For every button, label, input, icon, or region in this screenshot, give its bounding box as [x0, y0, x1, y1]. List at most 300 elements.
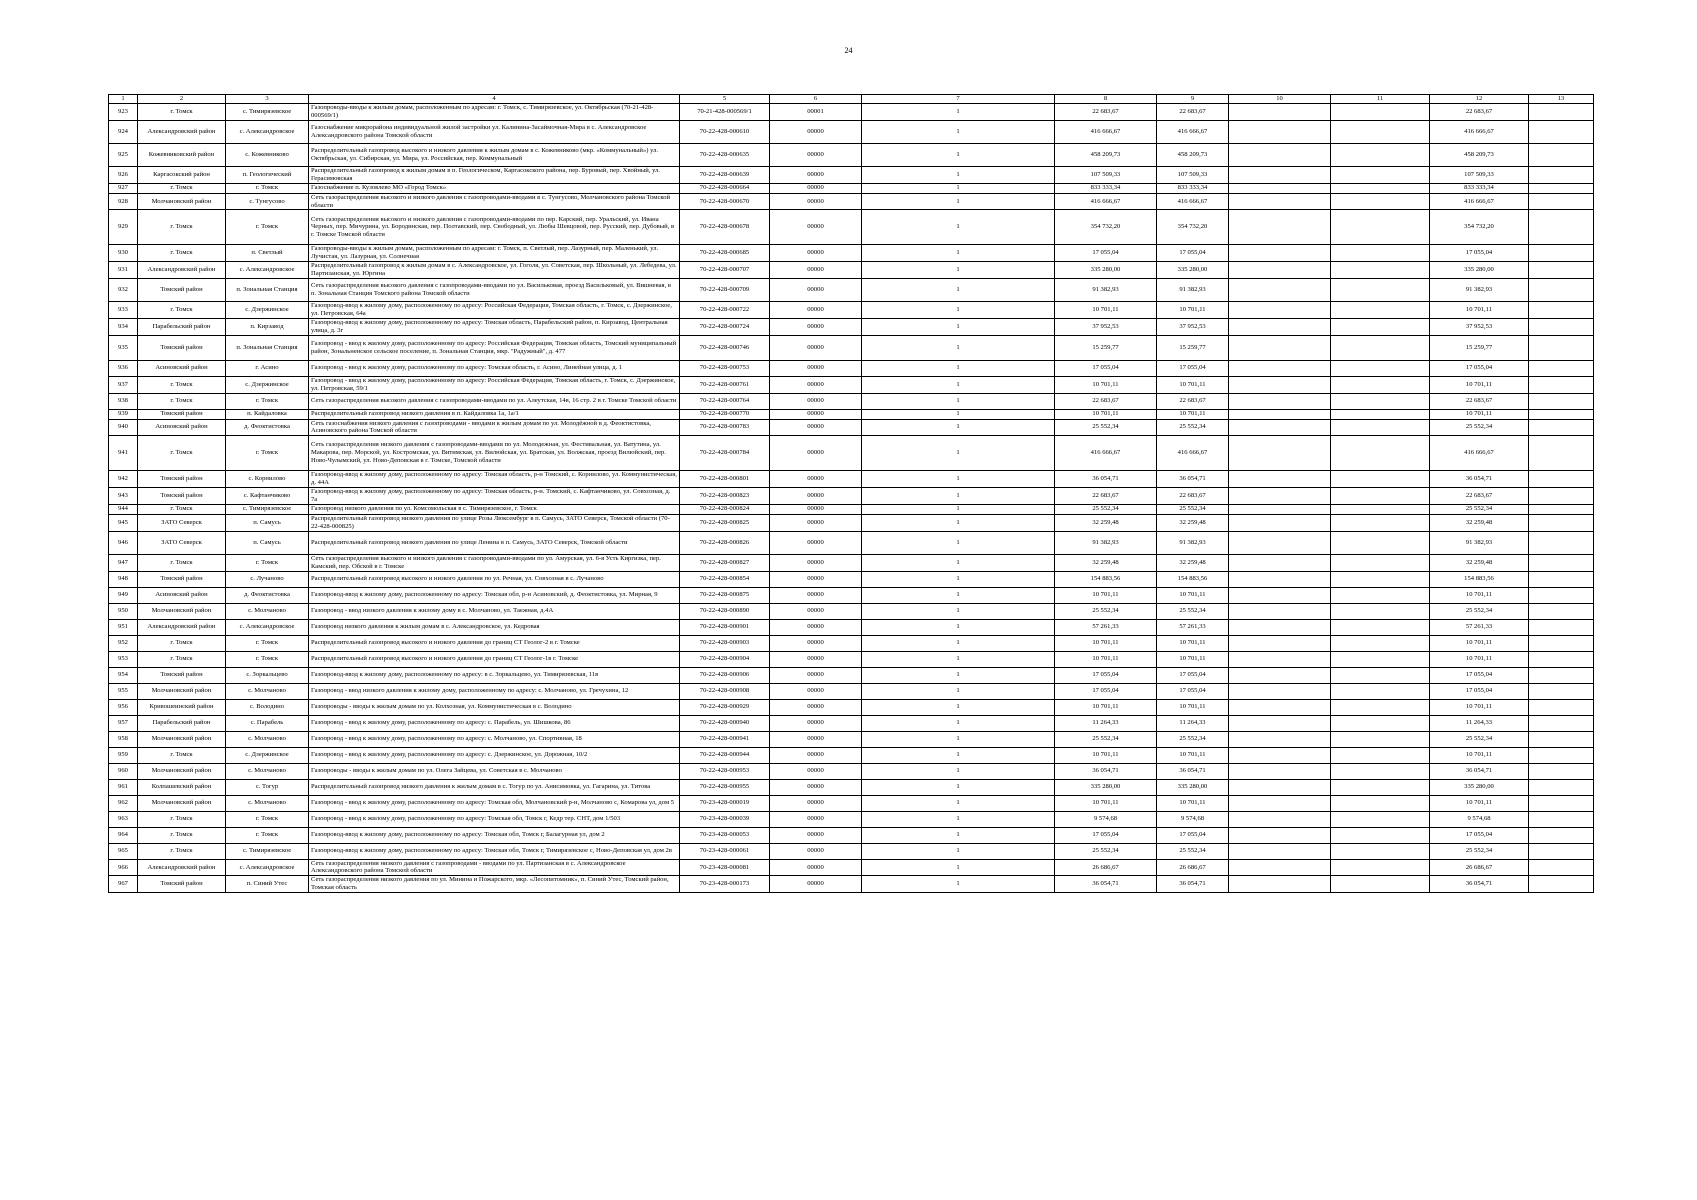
total-cell: 91 382,93 — [1430, 531, 1529, 554]
table-row — [109, 571, 1594, 587]
quantity-cell: 1 — [862, 193, 1055, 210]
row-number-cell: 954 — [109, 667, 138, 683]
amount-cell: 25 552,34 — [1157, 843, 1229, 859]
object-name-cell: Газоснабжение микрорайона индивидуальной жилой застройки ул. Калинина-Засаймочная-Мира в с. Александровское Александровского района Томской области — [309, 120, 680, 143]
column-header: 9 — [1157, 95, 1229, 104]
total-cell: 17 055,04 — [1430, 245, 1529, 262]
empty-cell — [1229, 166, 1331, 183]
quantity-cell: 1 — [862, 504, 1055, 514]
table-row — [109, 335, 1594, 360]
registry-code-cell: 70-22-428-000903 — [680, 635, 770, 651]
registry-code-cell: 70-22-428-000770 — [680, 409, 770, 419]
table-row — [109, 795, 1594, 811]
empty-cell — [1529, 603, 1594, 619]
quantity-cell: 1 — [862, 120, 1055, 143]
total-cell: 36 054,71 — [1430, 471, 1529, 488]
registry-code-cell: 70-22-428-000610 — [680, 120, 770, 143]
row-number-cell: 966 — [109, 859, 138, 876]
table-row — [109, 554, 1594, 571]
empty-cell — [1529, 779, 1594, 795]
district-cell: Томский район — [138, 279, 226, 302]
settlement-cell: п. Геологический — [226, 166, 309, 183]
quantity-cell: 1 — [862, 419, 1055, 436]
empty-cell — [1331, 699, 1430, 715]
district-cell: г. Томск — [138, 393, 226, 409]
empty-cell — [1529, 619, 1594, 635]
amount-cell: 833 333,34 — [1055, 183, 1157, 193]
district-cell: Парабельский район — [138, 318, 226, 335]
code-cell: 00000 — [770, 393, 862, 409]
total-cell: 17 055,04 — [1430, 827, 1529, 843]
district-cell: Асиновский район — [138, 360, 226, 376]
settlement-cell: с. Александровское — [226, 120, 309, 143]
amount-cell: 17 055,04 — [1055, 683, 1157, 699]
quantity-cell: 1 — [862, 245, 1055, 262]
column-header: 1 — [109, 95, 138, 104]
object-name-cell: Распределительный газопровод низкого давления по улице Розы Люксембург в п. Самусь, ЗАТО Северск, Томской области (70-22-428-000825) — [309, 514, 680, 531]
empty-cell — [1529, 488, 1594, 505]
table-row — [109, 779, 1594, 795]
total-cell: 15 259,77 — [1430, 335, 1529, 360]
quantity-cell: 1 — [862, 409, 1055, 419]
quantity-cell: 1 — [862, 715, 1055, 731]
empty-cell — [1529, 715, 1594, 731]
empty-cell — [1331, 335, 1430, 360]
table-row — [109, 210, 1594, 245]
quantity-cell: 1 — [862, 488, 1055, 505]
column-header: 12 — [1430, 95, 1529, 104]
empty-cell — [1331, 603, 1430, 619]
amount-cell: 36 054,71 — [1157, 471, 1229, 488]
row-number-cell: 932 — [109, 279, 138, 302]
registry-code-cell: 70-23-428-000039 — [680, 811, 770, 827]
settlement-cell: п. Кирзавод — [226, 318, 309, 335]
object-name-cell: Газопровод-ввод к жилому дому, расположенному по адресу: Томская область, р-н Томский, с. Корнилово, ул. Коммунистическая, д. 44А — [309, 471, 680, 488]
amount-cell: 10 701,11 — [1157, 409, 1229, 419]
total-cell: 9 574,68 — [1430, 811, 1529, 827]
amount-cell: 335 280,00 — [1157, 262, 1229, 279]
registry-code-cell: 70-22-428-000929 — [680, 699, 770, 715]
empty-cell — [1331, 183, 1430, 193]
quantity-cell: 1 — [862, 335, 1055, 360]
row-number-cell: 955 — [109, 683, 138, 699]
code-cell: 00000 — [770, 795, 862, 811]
settlement-cell: с. Кожевниково — [226, 143, 309, 166]
empty-cell — [1529, 360, 1594, 376]
registry-code-cell: 70-22-428-000825 — [680, 514, 770, 531]
empty-cell — [1331, 262, 1430, 279]
empty-cell — [1529, 531, 1594, 554]
quantity-cell: 1 — [862, 795, 1055, 811]
amount-cell: 833 333,34 — [1157, 183, 1229, 193]
amount-cell: 458 209,73 — [1157, 143, 1229, 166]
code-cell: 00000 — [770, 210, 862, 245]
total-cell: 91 382,93 — [1430, 279, 1529, 302]
empty-cell — [1529, 747, 1594, 763]
empty-cell — [1529, 262, 1594, 279]
amount-cell: 37 952,53 — [1157, 318, 1229, 335]
row-number-cell: 936 — [109, 360, 138, 376]
row-number-cell: 934 — [109, 318, 138, 335]
quantity-cell: 1 — [862, 683, 1055, 699]
quantity-cell: 1 — [862, 104, 1055, 121]
empty-cell — [1331, 683, 1430, 699]
table-row — [109, 587, 1594, 603]
column-header: 8 — [1055, 95, 1157, 104]
code-cell: 00000 — [770, 183, 862, 193]
object-name-cell: Газопроводы - вводы к жилым домам по ул. Колхозная, ул. Коммунистическая в с. Володино — [309, 699, 680, 715]
empty-cell — [1331, 667, 1430, 683]
object-name-cell: Распределительный газопровод высокого и низкого давления по ул. Речная, ул. Совхозная в с. Лучаново — [309, 571, 680, 587]
district-cell: Томский район — [138, 471, 226, 488]
code-cell: 00000 — [770, 279, 862, 302]
amount-cell: 416 666,67 — [1055, 120, 1157, 143]
object-name-cell: Газопровод низкого давления к жилым домам в с. Александровское, ул. Кедровая — [309, 619, 680, 635]
code-cell: 00000 — [770, 619, 862, 635]
amount-cell: 335 280,00 — [1055, 262, 1157, 279]
total-cell: 354 732,20 — [1430, 210, 1529, 245]
empty-cell — [1331, 747, 1430, 763]
empty-cell — [1331, 531, 1430, 554]
empty-cell — [1229, 393, 1331, 409]
object-name-cell: Распределительный газопровод высокого и низкого давления к жилым домам в с. Кожевниково (мкр. «Коммунальный») ул. Октябрьская, ул. Сибирская, ул. Мира, ул. Российская, пер. Коммунальный — [309, 143, 680, 166]
quantity-cell: 1 — [862, 554, 1055, 571]
registry-code-cell: 70-22-428-000908 — [680, 683, 770, 699]
quantity-cell: 1 — [862, 262, 1055, 279]
amount-cell: 57 261,33 — [1157, 619, 1229, 635]
row-number-cell: 947 — [109, 554, 138, 571]
empty-cell — [1229, 360, 1331, 376]
amount-cell: 17 055,04 — [1055, 827, 1157, 843]
amount-cell: 25 552,34 — [1055, 603, 1157, 619]
quantity-cell: 1 — [862, 318, 1055, 335]
empty-cell — [1529, 471, 1594, 488]
object-name-cell: Газопровод - ввод к жилому дому, расположенному по адресу: с. Дзержинское, ул. Дорожная, 10/2 — [309, 747, 680, 763]
settlement-cell: с. Тимирязевское — [226, 104, 309, 121]
amount-cell: 10 701,11 — [1055, 376, 1157, 393]
empty-cell — [1529, 514, 1594, 531]
empty-cell — [1529, 651, 1594, 667]
row-number-cell: 931 — [109, 262, 138, 279]
quantity-cell: 1 — [862, 302, 1055, 319]
empty-cell — [1229, 262, 1331, 279]
total-cell: 22 683,67 — [1430, 393, 1529, 409]
column-header: 4 — [309, 95, 680, 104]
object-name-cell: Газопроводы-вводы к жилым домам, расположенным по адресам: г. Томск, с. Тимирязевское, ул. Октябрьская (70-21-428-000569/1) — [309, 104, 680, 121]
empty-cell — [1529, 587, 1594, 603]
object-name-cell: Газопровод - ввод к жилому дому, расположенному по адресу: Российская Федерация, Томская область, Томский муниципальный район, Зональненское сельское поселение, п. Зональная Станция, мкр. "Радужный", д. 477 — [309, 335, 680, 360]
total-cell: 11 264,33 — [1430, 715, 1529, 731]
amount-cell: 354 732,20 — [1055, 210, 1157, 245]
table-row — [109, 635, 1594, 651]
amount-cell: 10 701,11 — [1157, 795, 1229, 811]
empty-cell — [1331, 245, 1430, 262]
settlement-cell: с. Молчаново — [226, 731, 309, 747]
amount-cell: 10 701,11 — [1157, 635, 1229, 651]
empty-cell — [1229, 715, 1331, 731]
district-cell: ЗАТО Северск — [138, 531, 226, 554]
registry-code-cell: 70-22-428-000941 — [680, 731, 770, 747]
table-row — [109, 120, 1594, 143]
empty-cell — [1331, 302, 1430, 319]
row-number-cell: 952 — [109, 635, 138, 651]
registry-code-cell: 70-22-428-000753 — [680, 360, 770, 376]
code-cell: 00000 — [770, 335, 862, 360]
settlement-cell: с. Тогур — [226, 779, 309, 795]
empty-cell — [1529, 811, 1594, 827]
settlement-cell: п. Кайдаловка — [226, 409, 309, 419]
empty-cell — [1229, 859, 1331, 876]
district-cell: г. Томск — [138, 504, 226, 514]
row-number-cell: 950 — [109, 603, 138, 619]
settlement-cell: с. Молчаново — [226, 763, 309, 779]
empty-cell — [1229, 731, 1331, 747]
empty-cell — [1529, 166, 1594, 183]
object-name-cell: Сеть газораспределения низкого давления с газопроводами-вводами по ул. Молодежная, ул. Фестивальная, ул. Ватутина, ул. Макарова, пер. Морской, ул. Костромская, ул. Витимская, ул. Вилюйская, ул. Братская, ул. Волжская, проезд Вилюйский, пер. Ново-Чулымский, ул. Ново-Деповская в г. Томске, Томской области — [309, 436, 680, 471]
empty-cell — [1529, 419, 1594, 436]
settlement-cell: п. Синий Утес — [226, 876, 309, 893]
row-number-cell: 930 — [109, 245, 138, 262]
code-cell: 00000 — [770, 843, 862, 859]
object-name-cell: Сеть газораспределения низкого давления по ул. Минина и Пожарского, мкр. «Лесопитомник», п. Синий Утес, Томский район, Томская область — [309, 876, 680, 893]
empty-cell — [1229, 619, 1331, 635]
district-cell: Томский район — [138, 488, 226, 505]
empty-cell — [1229, 795, 1331, 811]
empty-cell — [1229, 302, 1331, 319]
empty-cell — [1529, 183, 1594, 193]
quantity-cell: 1 — [862, 747, 1055, 763]
registry-code-cell: 70-23-428-000019 — [680, 795, 770, 811]
amount-cell: 17 055,04 — [1055, 667, 1157, 683]
code-cell: 00000 — [770, 603, 862, 619]
code-cell: 00000 — [770, 554, 862, 571]
amount-cell: 10 701,11 — [1157, 587, 1229, 603]
table-row — [109, 393, 1594, 409]
settlement-cell: г. Томск — [226, 210, 309, 245]
code-cell: 00000 — [770, 262, 862, 279]
empty-cell — [1331, 471, 1430, 488]
object-name-cell: Газопровод - ввод к жилому дому, расположенному по адресу: Российская Федерация, Томская область, г. Томск, с. Дзержинское, ул. Петровская, 59/1 — [309, 376, 680, 393]
empty-cell — [1529, 827, 1594, 843]
row-number-cell: 928 — [109, 193, 138, 210]
quantity-cell: 1 — [862, 859, 1055, 876]
row-number-cell: 929 — [109, 210, 138, 245]
row-number-cell: 943 — [109, 488, 138, 505]
column-header: 6 — [770, 95, 862, 104]
object-name-cell: Сеть газораспределения высокого и низкого давления с газопроводами-вводами в с. Тунгусово, Молчановского района Томской области — [309, 193, 680, 210]
quantity-cell: 1 — [862, 603, 1055, 619]
amount-cell: 17 055,04 — [1055, 360, 1157, 376]
quantity-cell: 1 — [862, 635, 1055, 651]
settlement-cell: п. Светлый — [226, 245, 309, 262]
table-header-row — [109, 95, 1594, 104]
code-cell: 00000 — [770, 488, 862, 505]
column-header: 10 — [1229, 95, 1331, 104]
empty-cell — [1331, 715, 1430, 731]
empty-cell — [1229, 763, 1331, 779]
empty-cell — [1229, 104, 1331, 121]
settlement-cell: с. Молчаново — [226, 683, 309, 699]
empty-cell — [1229, 488, 1331, 505]
table-row — [109, 531, 1594, 554]
quantity-cell: 1 — [862, 360, 1055, 376]
district-cell: Молчановский район — [138, 763, 226, 779]
empty-cell — [1331, 120, 1430, 143]
registry-code-cell: 70-22-428-000685 — [680, 245, 770, 262]
object-name-cell: Распределительный газопровод к жилым домам в п. Геологическом, Каргасокского района, пер. Буровый, пер. Хвойный, ул. Герасимовская — [309, 166, 680, 183]
settlement-cell: п. Самусь — [226, 531, 309, 554]
amount-cell: 416 666,67 — [1157, 120, 1229, 143]
row-number-cell: 927 — [109, 183, 138, 193]
total-cell: 10 701,11 — [1430, 635, 1529, 651]
empty-cell — [1229, 143, 1331, 166]
registry-code-cell: 70-22-428-000953 — [680, 763, 770, 779]
settlement-cell: г. Томск — [226, 811, 309, 827]
settlement-cell: с. Лучаново — [226, 571, 309, 587]
settlement-cell: с. Александровское — [226, 262, 309, 279]
table-row — [109, 667, 1594, 683]
registry-code-cell: 70-22-428-000709 — [680, 279, 770, 302]
empty-cell — [1229, 667, 1331, 683]
table-row — [109, 876, 1594, 893]
object-name-cell: Газопровод - ввод к жилому дому, расположенному по адресу: Томская обл, Томск г, Кедр тер. СНТ, дом 1/503 — [309, 811, 680, 827]
total-cell: 22 683,67 — [1430, 488, 1529, 505]
registry-code-cell: 70-22-428-000826 — [680, 531, 770, 554]
row-number-cell: 951 — [109, 619, 138, 635]
table-row — [109, 811, 1594, 827]
row-number-cell: 965 — [109, 843, 138, 859]
row-number-cell: 956 — [109, 699, 138, 715]
code-cell: 00000 — [770, 571, 862, 587]
total-cell: 25 552,34 — [1430, 504, 1529, 514]
empty-cell — [1529, 210, 1594, 245]
table-row — [109, 471, 1594, 488]
code-cell: 00000 — [770, 683, 862, 699]
object-name-cell: Газопроводы - вводы к жилым домам по ул. Олега Зайцева, ул. Советская в с. Молчаново — [309, 763, 680, 779]
row-number-cell: 935 — [109, 335, 138, 360]
amount-cell: 416 666,67 — [1157, 436, 1229, 471]
amount-cell: 154 883,56 — [1157, 571, 1229, 587]
amount-cell: 17 055,04 — [1157, 360, 1229, 376]
table-row — [109, 279, 1594, 302]
quantity-cell: 1 — [862, 827, 1055, 843]
district-cell: г. Томск — [138, 554, 226, 571]
registry-code-cell: 70-23-428-000053 — [680, 827, 770, 843]
amount-cell: 416 666,67 — [1055, 436, 1157, 471]
empty-cell — [1331, 104, 1430, 121]
amount-cell: 36 054,71 — [1157, 763, 1229, 779]
quantity-cell: 1 — [862, 731, 1055, 747]
total-cell: 32 259,48 — [1430, 554, 1529, 571]
table-row — [109, 488, 1594, 505]
amount-cell: 10 701,11 — [1157, 302, 1229, 319]
amount-cell: 10 701,11 — [1055, 651, 1157, 667]
table-row — [109, 183, 1594, 193]
table-row — [109, 302, 1594, 319]
row-number-cell: 953 — [109, 651, 138, 667]
table-row — [109, 504, 1594, 514]
quantity-cell: 1 — [862, 166, 1055, 183]
registry-code-cell: 70-22-428-000783 — [680, 419, 770, 436]
empty-cell — [1331, 193, 1430, 210]
total-cell: 10 701,11 — [1430, 747, 1529, 763]
registry-code-cell: 70-22-428-000906 — [680, 667, 770, 683]
registry-code-cell: 70-23-428-000061 — [680, 843, 770, 859]
settlement-cell: г. Томск — [226, 827, 309, 843]
empty-cell — [1229, 318, 1331, 335]
code-cell: 00000 — [770, 166, 862, 183]
settlement-cell: с. Молчаново — [226, 795, 309, 811]
district-cell: г. Томск — [138, 843, 226, 859]
registry-code-cell: 70-22-428-000724 — [680, 318, 770, 335]
object-name-cell: Сеть газораспределения высокого давления с газопроводами-вводами по ул. Алеутская, 14в, 16 стр. 2 в г. Томске Томской области — [309, 393, 680, 409]
empty-cell — [1331, 554, 1430, 571]
column-header: 13 — [1529, 95, 1594, 104]
object-name-cell: Газопровод-ввод к жилому дому, расположенному по адресу: Томская обл, Томск г, Тимирязевское с, Ново-Деповская ул, дом 2в — [309, 843, 680, 859]
table-row — [109, 419, 1594, 436]
empty-cell — [1331, 779, 1430, 795]
quantity-cell: 1 — [862, 763, 1055, 779]
empty-cell — [1331, 143, 1430, 166]
row-number-cell: 923 — [109, 104, 138, 121]
amount-cell: 25 552,34 — [1157, 731, 1229, 747]
settlement-cell: с. Тимирязевское — [226, 843, 309, 859]
table-row — [109, 763, 1594, 779]
row-number-cell: 958 — [109, 731, 138, 747]
district-cell: г. Томск — [138, 245, 226, 262]
district-cell: г. Томск — [138, 811, 226, 827]
amount-cell: 107 509,33 — [1157, 166, 1229, 183]
amount-cell: 91 382,93 — [1157, 279, 1229, 302]
total-cell: 17 055,04 — [1430, 667, 1529, 683]
amount-cell: 22 683,67 — [1157, 393, 1229, 409]
empty-cell — [1331, 504, 1430, 514]
empty-cell — [1529, 683, 1594, 699]
district-cell: г. Томск — [138, 827, 226, 843]
empty-cell — [1331, 587, 1430, 603]
amount-cell: 25 552,34 — [1055, 504, 1157, 514]
empty-cell — [1229, 531, 1331, 554]
amount-cell: 22 683,67 — [1055, 488, 1157, 505]
code-cell: 00000 — [770, 193, 862, 210]
row-number-cell: 942 — [109, 471, 138, 488]
empty-cell — [1331, 635, 1430, 651]
code-cell: 00000 — [770, 143, 862, 166]
empty-cell — [1229, 409, 1331, 419]
empty-cell — [1331, 731, 1430, 747]
table-row — [109, 360, 1594, 376]
registry-code-cell: 70-22-428-000664 — [680, 183, 770, 193]
registry-code-cell: 70-22-428-000635 — [680, 143, 770, 166]
amount-cell: 57 261,33 — [1055, 619, 1157, 635]
quantity-cell: 1 — [862, 376, 1055, 393]
empty-cell — [1331, 876, 1430, 893]
empty-cell — [1529, 120, 1594, 143]
empty-cell — [1229, 571, 1331, 587]
total-cell: 17 055,04 — [1430, 360, 1529, 376]
empty-cell — [1229, 683, 1331, 699]
registry-code-cell: 70-22-428-000746 — [680, 335, 770, 360]
district-cell: г. Томск — [138, 635, 226, 651]
total-cell: 25 552,34 — [1430, 603, 1529, 619]
object-name-cell: Сеть газораспределения высокого и низкого давления с газопроводами-вводами по ул. Амурская, ул. 6-я Усть Киргизка, пер. Камский, пер. Обской в г. Томске — [309, 554, 680, 571]
object-name-cell: Сеть газораспределения высокого давления с газопроводами-вводами по ул. Васильковая, проезд Васильковый, ул. Вишневая, в п. Зональная Станция Томского района Томской области — [309, 279, 680, 302]
amount-cell: 15 259,77 — [1157, 335, 1229, 360]
column-header: 7 — [862, 95, 1055, 104]
object-name-cell: Распределительный газопровод низкого давления по улице Ленина в п. Самусь, ЗАТО Северск, Томской области — [309, 531, 680, 554]
empty-cell — [1331, 166, 1430, 183]
object-name-cell: Газопровод-ввод к жилому дому, расположенному по адресу: Российская Федерация, Томская область, г. Томск, с. Дзержинское, ул. Петровская, 64а — [309, 302, 680, 319]
